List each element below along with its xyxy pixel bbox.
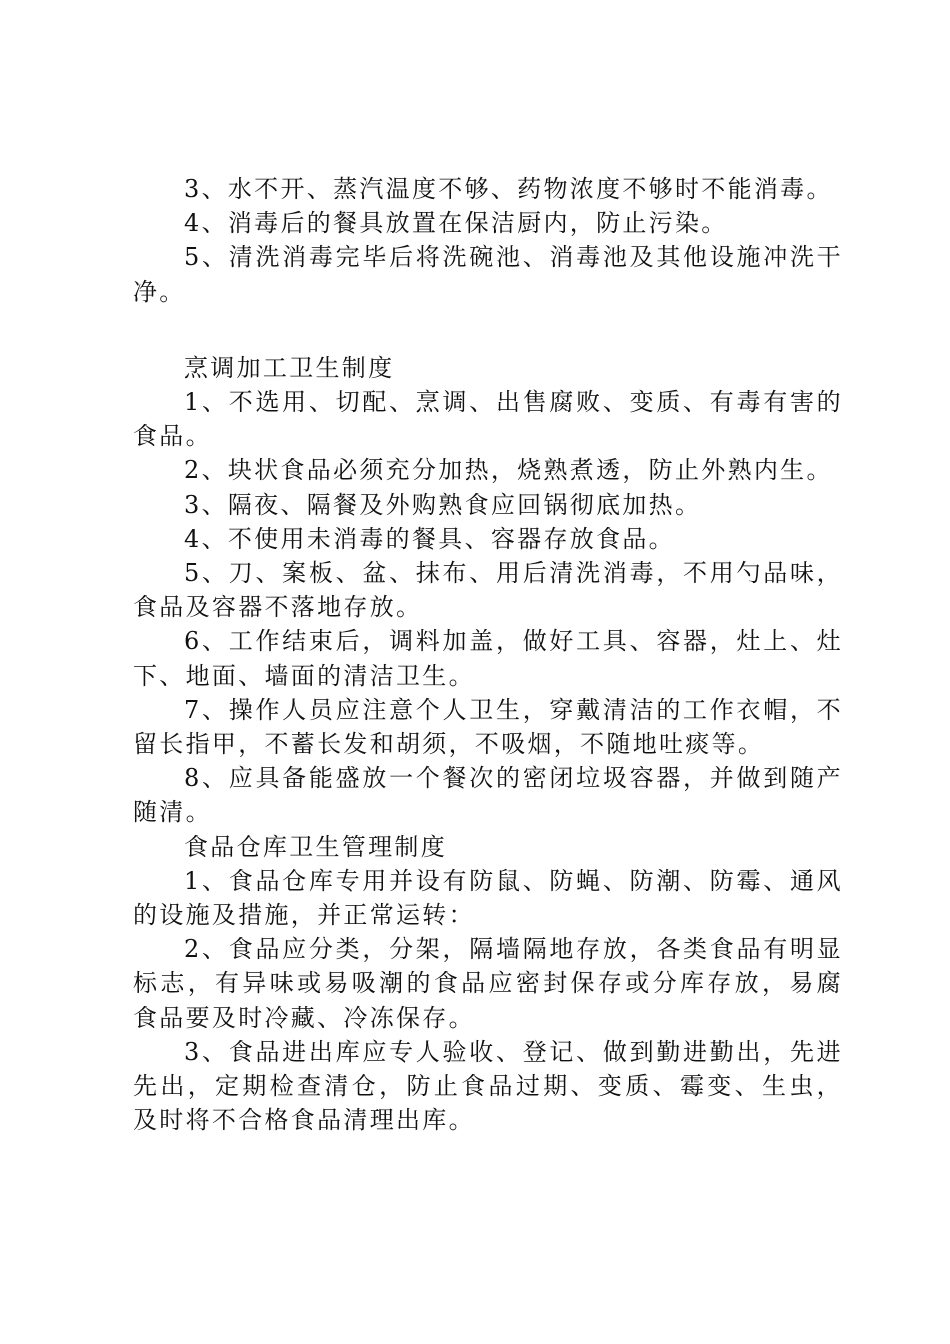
paragraph-disinfection-5: 5、清洗消毒完毕后将洗碗池、消毒池及其他设施冲洗干净。 xyxy=(133,243,843,306)
section-title-warehouse-hygiene: 食品仓库卫生管理制度 xyxy=(184,832,447,861)
paragraph-warehouse-3: 3、食品进出库应专人验收、登记、做到勤进勤出，先进先出，定期检查清仓，防止食品过期、变质、霉变、生虫，及时将不合格食品清理出库。 xyxy=(133,1037,843,1135)
paragraph-cooking-6: 6、工作结束后，调料加盖，做好工具、容器，灶上、灶下、地面、墙面的清洁卫生。 xyxy=(133,627,843,690)
paragraph-cooking-3: 3、隔夜、隔餐及外购熟食应回锅彻底加热。 xyxy=(184,490,702,519)
paragraph-cooking-7: 7、操作人员应注意个人卫生，穿戴清洁的工作衣帽，不留长指甲，不蓄长发和胡须，不吸烟，不随地吐痰等。 xyxy=(133,695,843,759)
paragraph-cooking-2: 2、块状食品必须充分加热，烧熟煮透，防止外熟内生。 xyxy=(184,456,833,485)
section-spacer xyxy=(133,309,843,351)
paragraph-cooking-4: 4、不使用未消毒的餐具、容器存放食品。 xyxy=(184,524,675,553)
paragraph-disinfection-3: 3、水不开、蒸汽温度不够、药物浓度不够时不能消毒。 xyxy=(184,175,833,203)
section-title-cooking-hygiene: 烹调加工卫生制度 xyxy=(184,353,395,382)
paragraph-cooking-8: 8、应具备能盛放一个餐次的密闭垃圾容器，并做到随产随清。 xyxy=(133,764,843,827)
paragraph-disinfection-4: 4、消毒后的餐具放置在保洁厨内，防止污染。 xyxy=(184,209,728,238)
document-body xyxy=(133,172,843,1137)
paragraph-cooking-5: 5、刀、案板、盆、抹布、用后清洗消毒，不用勺品味，食品及容器不落地存放。 xyxy=(133,559,843,622)
paragraph-warehouse-1: 1、食品仓库专用并设有防鼠、防蝇、防潮、防霉、通风的设施及措施，并正常运转： xyxy=(133,866,843,930)
paragraph-cooking-1: 1、不选用、切配、烹调、出售腐败、变质、有毒有害的食品。 xyxy=(133,388,843,451)
paragraph-warehouse-2: 2、食品应分类，分架，隔墙隔地存放，各类食品有明显标志，有异味或易吸潮的食品应密封保存或分库存放，易腐食品要及时冷藏、冷冻保存。 xyxy=(133,935,843,1032)
